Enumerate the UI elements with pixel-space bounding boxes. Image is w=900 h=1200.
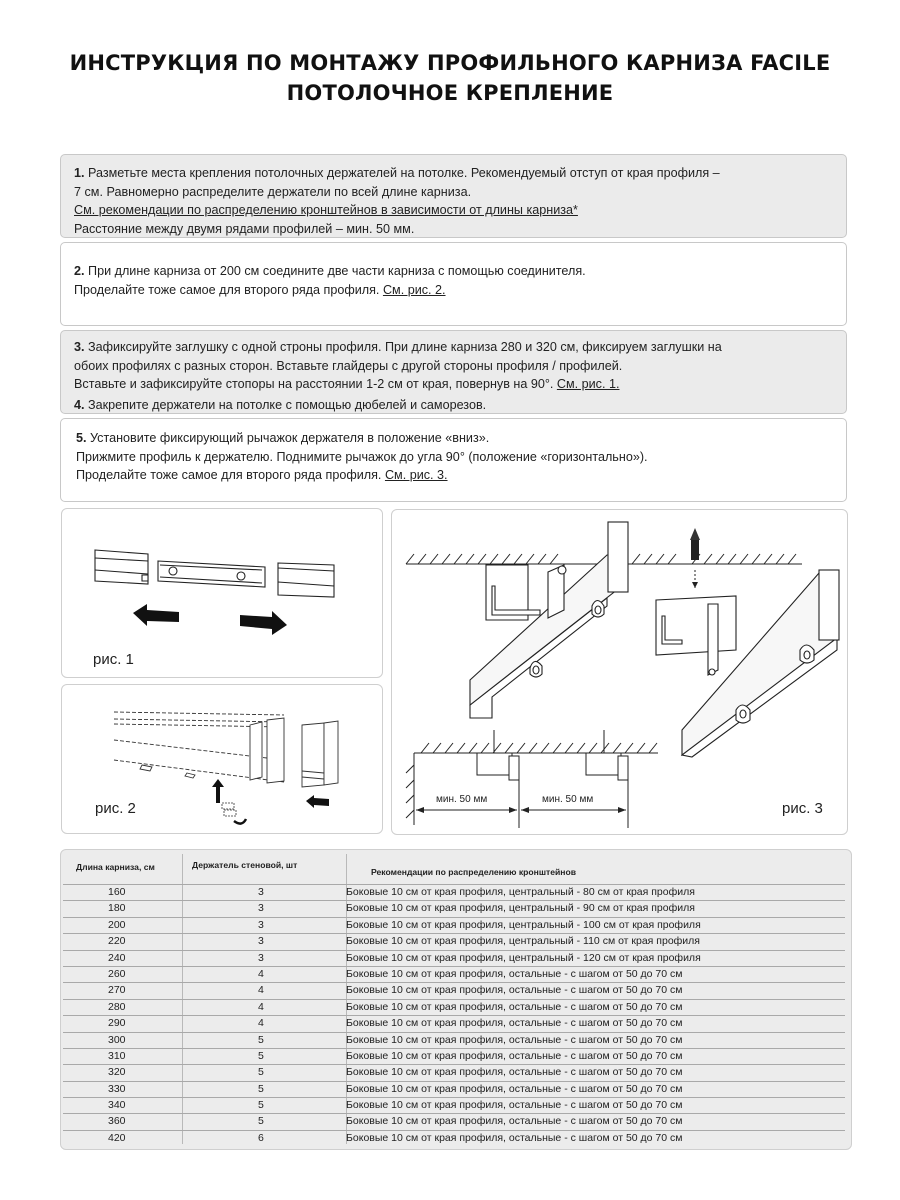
cell-length: 340 bbox=[108, 1099, 126, 1112]
table-row bbox=[63, 950, 845, 966]
cell-length: 160 bbox=[108, 886, 126, 898]
cell-recommendation: Боковые 10 см от края профиля, остальные - с шагом от 50 до 70 см bbox=[346, 1131, 683, 1144]
figure-2-label: рис. 2 bbox=[95, 800, 136, 817]
cell-holders: 4 bbox=[258, 1000, 264, 1013]
cell-length: 200 bbox=[108, 918, 126, 931]
fig3-link[interactable]: См. рис. 3. bbox=[384, 468, 448, 482]
column-header-recommendations: Рекомендации по распределению кронштейнов bbox=[371, 867, 576, 877]
cell-holders: 5 bbox=[258, 1115, 264, 1128]
cell-recommendation: Боковые 10 см от края профиля, остальные - с шагом от 50 до 70 см bbox=[346, 1082, 683, 1095]
cell-length: 330 bbox=[108, 1082, 126, 1095]
step-2-box bbox=[60, 242, 847, 326]
step-text: Расстояние между двумя рядами профилей – мин. 50 мм. bbox=[74, 221, 415, 236]
step-text: Разметьте места крепления потолочных держателей на потолке. Рекомендуемый отступ от края профиля – bbox=[88, 166, 720, 180]
table-row bbox=[63, 1048, 845, 1064]
cell-length: 420 bbox=[108, 1131, 126, 1144]
cell-recommendation: Боковые 10 см от края профиля, остальные - с шагом от 50 до 70 см bbox=[346, 1033, 683, 1046]
table-row bbox=[63, 966, 845, 982]
table-header bbox=[61, 850, 851, 884]
table-row bbox=[63, 982, 845, 998]
cell-recommendation: Боковые 10 см от края профиля, остальные - с шагом от 50 до 70 см bbox=[346, 984, 683, 997]
step-number: 1. bbox=[74, 166, 85, 180]
cell-length: 280 bbox=[108, 1000, 126, 1013]
step-text: Прижмите профиль к держателю. Поднимите рычажок до угла 90° (положение «горизонтально»). bbox=[76, 449, 648, 464]
step-3-4-box bbox=[60, 330, 847, 414]
table-row bbox=[63, 1064, 845, 1080]
table-row bbox=[63, 917, 845, 933]
cell-length: 300 bbox=[108, 1033, 126, 1046]
step-text: 7 см. Равномерно распределите держатели по всей длине карниза. bbox=[74, 184, 472, 199]
cell-recommendation: Боковые 10 см от края профиля, остальные - с шагом от 50 до 70 см bbox=[346, 967, 683, 980]
title-line-1: ИНСТРУКЦИЯ ПО МОНТАЖУ ПРОФИЛЬНОГО КАРНИЗА FACILE bbox=[69, 51, 831, 75]
cell-holders: 4 bbox=[258, 1017, 264, 1030]
cell-recommendation: Боковые 10 см от края профиля, центральный - 120 см от края профиля bbox=[346, 951, 701, 964]
step-text: Проделайте тоже самое для второго ряда профиля. bbox=[74, 282, 380, 297]
rotate-arrow-icon bbox=[234, 819, 246, 824]
page-title bbox=[0, 48, 900, 108]
fig2-link[interactable]: См. рис. 2. bbox=[382, 282, 446, 297]
cell-length: 310 bbox=[108, 1049, 126, 1062]
step-text: Вставьте и зафиксируйте стопоры на расстоянии 1-2 см от края, повернув на 90°. bbox=[74, 377, 554, 391]
cell-recommendation: Боковые 10 см от края профиля, остальные - с шагом от 50 до 70 см bbox=[346, 1099, 683, 1112]
cell-recommendation: Боковые 10 см от края профиля, остальные - с шагом от 50 до 70 см bbox=[346, 1066, 683, 1079]
step-text: Зафиксируйте заглушку с одной строны профиля. При длине карниза 280 и 320 см, фиксируем заглушки на bbox=[88, 340, 722, 354]
table-row bbox=[63, 1032, 845, 1048]
figure-1-label: рис. 1 bbox=[93, 651, 134, 668]
table-row bbox=[63, 1113, 845, 1129]
arrow-left-icon bbox=[306, 795, 329, 808]
recommendations-link[interactable]: См. рекомендации по распределению кронштейнов в зависимости от длины карниза* bbox=[74, 203, 578, 217]
title-line-2: ПОТОЛОЧНОЕ КРЕПЛЕНИЕ bbox=[286, 81, 614, 105]
cell-holders: 3 bbox=[258, 902, 264, 915]
step-5-box bbox=[60, 418, 847, 502]
cell-recommendation: Боковые 10 см от края профиля, остальные - с шагом от 50 до 70 см bbox=[346, 1000, 683, 1013]
cell-holders: 4 bbox=[258, 967, 264, 980]
step-number: 3. bbox=[74, 340, 85, 354]
arrow-icons bbox=[133, 604, 287, 635]
figure-2-panel bbox=[61, 684, 383, 834]
cell-length: 360 bbox=[108, 1115, 126, 1128]
ceiling-mount-illustration bbox=[392, 510, 848, 835]
cell-recommendation: Боковые 10 см от края профиля, остальные - с шагом от 50 до 70 см bbox=[346, 1017, 683, 1030]
arrow-left-icon bbox=[133, 604, 179, 626]
step-text: Закрепите держатели на потолке с помощью дюбелей и саморезов. bbox=[88, 397, 487, 412]
table-row bbox=[63, 933, 845, 949]
cell-holders: 3 bbox=[258, 951, 264, 964]
dimension-label-1: мин. 50 мм bbox=[436, 794, 488, 805]
arrow-right-icon bbox=[240, 611, 287, 635]
figure-3-panel bbox=[391, 509, 848, 835]
column-header-length: Длина карниза, см bbox=[76, 862, 155, 872]
dimension-label-2: мин. 50 мм bbox=[542, 794, 594, 805]
cell-holders: 5 bbox=[258, 1049, 264, 1062]
step-number: 5. bbox=[76, 431, 87, 445]
cell-holders: 5 bbox=[258, 1082, 264, 1095]
cell-holders: 3 bbox=[258, 918, 264, 931]
cell-holders: 5 bbox=[258, 1066, 264, 1079]
step-text: При длине карниза от 200 см соедините две части карниза с помощью соединителя. bbox=[88, 264, 586, 278]
cell-holders: 6 bbox=[258, 1131, 264, 1144]
arrow-up-icon bbox=[212, 779, 224, 803]
cell-length: 180 bbox=[108, 902, 126, 915]
cell-length: 240 bbox=[108, 951, 126, 964]
cell-length: 290 bbox=[108, 1017, 126, 1030]
step-number: 4. bbox=[74, 397, 85, 412]
cell-holders: 5 bbox=[258, 1033, 264, 1046]
fig1-link[interactable]: См. рис. 1. bbox=[556, 377, 620, 391]
table-row bbox=[63, 1097, 845, 1113]
figure-3-label: рис. 3 bbox=[782, 800, 823, 817]
bracket-distribution-table bbox=[60, 849, 852, 1150]
step-text: Установите фиксирующий рычажок держателя в положение «вниз». bbox=[90, 431, 490, 445]
table-body bbox=[61, 884, 851, 1146]
step-number: 2. bbox=[74, 264, 85, 278]
step-text: обоих профилях с разных сторон. Вставьте глайдеры с другой стороны профиля / профилей. bbox=[74, 358, 623, 373]
table-row bbox=[63, 1081, 845, 1097]
cell-holders: 3 bbox=[258, 935, 264, 948]
cell-length: 320 bbox=[108, 1066, 126, 1079]
table-row bbox=[63, 1015, 845, 1031]
cell-recommendation: Боковые 10 см от края профиля, центральный - 80 см от края профиля bbox=[346, 886, 695, 898]
table-row bbox=[63, 884, 845, 900]
dowel-icon bbox=[690, 528, 700, 590]
cell-recommendation: Боковые 10 см от края профиля, центральный - 110 см от края профиля bbox=[346, 935, 700, 948]
cell-recommendation: Боковые 10 см от края профиля, остальные - с шагом от 50 до 70 см bbox=[346, 1115, 683, 1128]
cell-recommendation: Боковые 10 см от края профиля, центральный - 90 см от края профиля bbox=[346, 902, 695, 915]
table-row bbox=[63, 900, 845, 916]
cell-length: 260 bbox=[108, 967, 126, 980]
figure-1-panel bbox=[61, 508, 383, 678]
cell-holders: 3 bbox=[258, 886, 264, 898]
column-header-holders: Держатель стеновой, шт bbox=[192, 860, 298, 870]
table-row bbox=[63, 1130, 845, 1146]
cell-recommendation: Боковые 10 см от края профиля, остальные - с шагом от 50 до 70 см bbox=[346, 1049, 683, 1062]
table-row bbox=[63, 999, 845, 1015]
cell-recommendation: Боковые 10 см от края профиля, центральный - 100 см от края профиля bbox=[346, 918, 701, 931]
step-text: Проделайте тоже самое для второго ряда профиля. bbox=[76, 468, 382, 482]
cell-holders: 4 bbox=[258, 984, 264, 997]
step-1-box bbox=[60, 154, 847, 238]
cell-length: 220 bbox=[108, 935, 126, 948]
cell-length: 270 bbox=[108, 984, 126, 997]
cell-holders: 5 bbox=[258, 1099, 264, 1112]
